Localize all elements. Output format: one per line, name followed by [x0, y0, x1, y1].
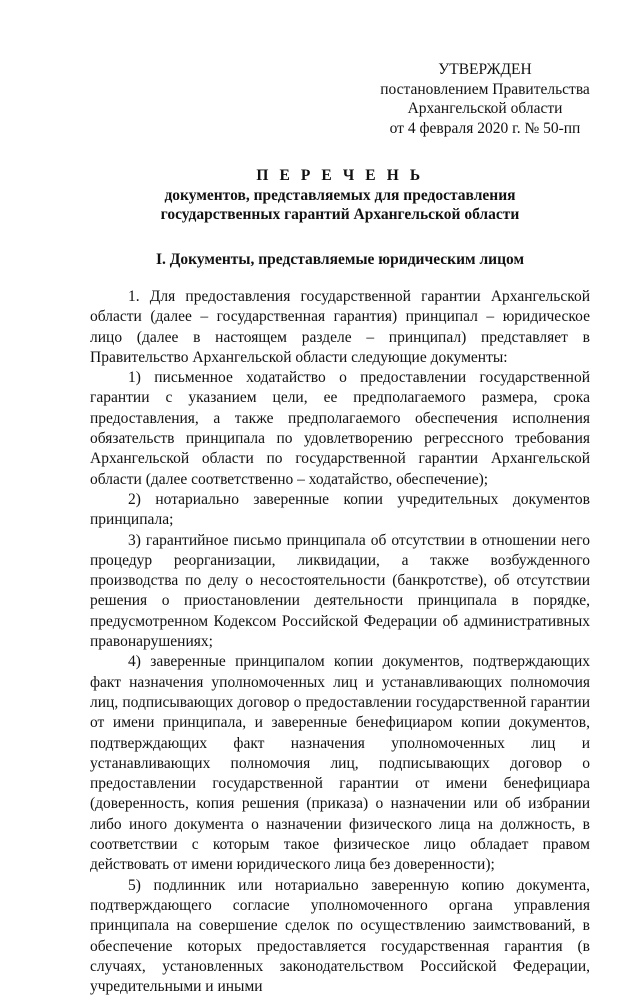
- document-title: [90, 166, 590, 224]
- section-heading: I. Документы, представляемые юридическим лицом: [155, 251, 525, 268]
- paragraph-item-1: 1) письменное ходатайство о предоставлении государственной гарантии с указанием цели, ее предполагаемого размера, срока предоставления, а также предполагаемого обеспечения исполнения обязательств принципала по удовлетворению регрессного требования Архангельской области по государственной гарантии Архангельской области (далее соответственно – ходатайство, обеспечение);: [90, 369, 590, 488]
- document-body: [90, 287, 590, 997]
- paragraph-item-4: 4) заверенные принципалом копии документов, подтверждающих факт назначения уполномоченных лиц и устанавливающих полномочия лиц, подписывающих договор о предоставлении государственной гарантии от имени принципала, и заверенные бенефициаром копии документов, подтверждающих факт назначения уполномоченных лиц и устанавливающих полномочия лиц, подписывающих договор о предоставлении государственной гарантии от имени бенефициара (доверенность, копия решения (приказа) о назначении или об избрании либо иного документа о назначении физического лица на должность, в соответствии с которым такое физическое лицо обладает правом действовать от имени юридического лица без доверенности);: [90, 653, 590, 874]
- title-heading: П Е Р Е Ч Е Н Ь: [256, 167, 424, 184]
- approval-line-region: Архангельской области: [407, 100, 563, 117]
- paragraph-item-2: 2) нотариально заверенные копии учредительных документов принципала;: [90, 490, 590, 529]
- paragraph-item-5: 5) подлинник или нотариально заверенную копию документа, подтверждающего согласие уполномоченного органа управления принципала на совершение сделок по осуществлению заимствований, в обеспечение которых предоставляется государственная гарантия (в случаях, установленных законодательством Российской Федерации, учредительными и иными: [90, 876, 590, 996]
- approval-title: УТВЕРЖДЕН: [438, 61, 532, 78]
- approval-line-date: от 4 февраля 2020 г. № 50-пп: [389, 119, 581, 137]
- title-line-1: документов, представляемых для предоставления: [164, 187, 516, 204]
- paragraph-1: 1. Для предоставления государственной гарантии Архангельской области (далее – государственная гарантия) принципал – юридическое лицо (далее в настоящем разделе – принципал) представляет в Правительство Архангельской области следующие документы:: [90, 288, 590, 366]
- approval-line-decree: постановлением Правительства: [380, 80, 590, 98]
- approval-stamp: [360, 60, 610, 138]
- paragraph-item-3: 3) гарантийное письмо принципала об отсутствии в отношении него процедур реорганизации, ликвидации, а также возбужденного производства по делу о несостоятельности (банкротстве), об отсутствии решения о приостановлении деятельности принципала в порядке, предусмотренном Кодексом Российской Федерации об административных правонарушениях;: [90, 531, 590, 651]
- title-line-2: государственных гарантий Архангельской области: [160, 206, 520, 223]
